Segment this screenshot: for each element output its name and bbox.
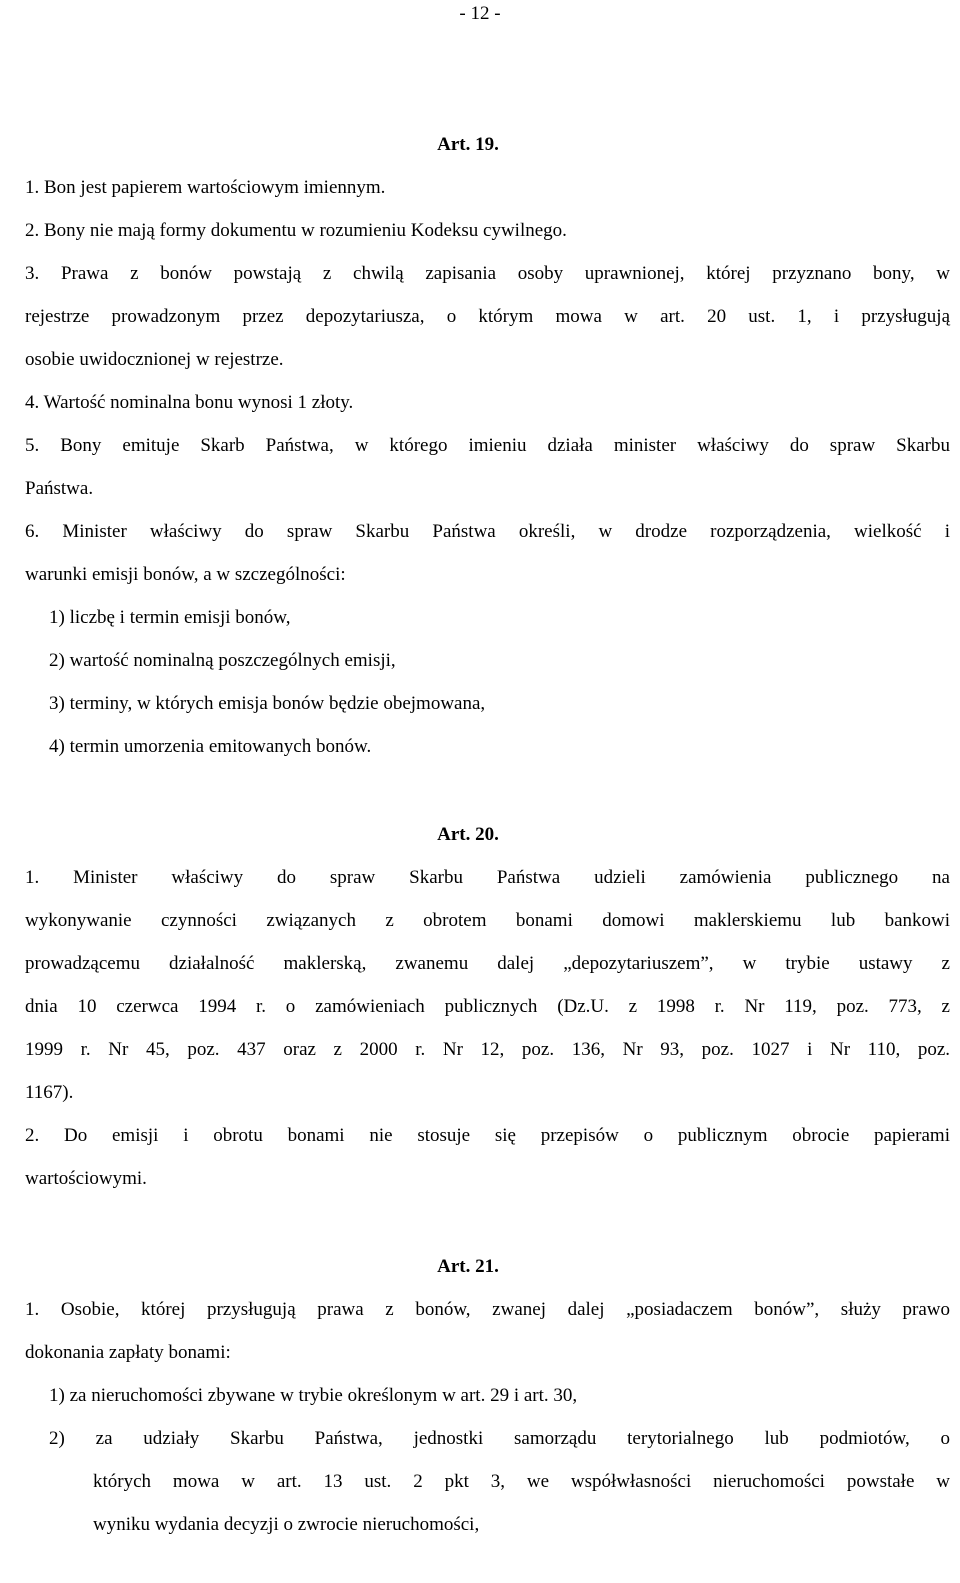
art20-paragraph-1-line-1: 1. Minister właściwy do spraw Skarbu Państwa udzieli zamówienia publicznego na <box>25 867 950 888</box>
art21-list-item-2-line-3: wyniku wydania decyzji o zwrocie nieruchomości, <box>93 1514 480 1535</box>
art20-paragraph-1-line-3: prowadzącemu działalność maklerską, zwanemu dalej „depozytariuszem”, w trybie ustawy z <box>25 953 950 974</box>
art21-paragraph-1-line-1: 1. Osobie, której przysługują prawa z bonów, zwanej dalej „posiadaczem bonów”, służy prawo <box>25 1299 950 1320</box>
art20-paragraph-1-line-6: 1167). <box>25 1082 74 1103</box>
art19-list-item-1: 1) liczbę i termin emisji bonów, <box>49 607 291 628</box>
art19-paragraph-3-line-1: 3. Prawa z bonów powstają z chwilą zapisania osoby uprawnionej, której przyznano bony, w <box>25 263 950 284</box>
art21-list-item-2-line-2: których mowa w art. 13 ust. 2 pkt 3, we współwłasności nieruchomości powstałe w <box>93 1471 950 1492</box>
article-heading-19: Art. 19. <box>437 134 499 155</box>
art19-list-item-4: 4) termin umorzenia emitowanych bonów. <box>49 736 372 757</box>
art19-paragraph-3-line-3: osobie uwidocznionej w rejestrze. <box>25 349 284 370</box>
page-number: - 12 - <box>459 3 501 24</box>
art20-paragraph-2-line-1: 2. Do emisji i obrotu bonami nie stosuje się przepisów o publicznym obrocie papierami <box>25 1125 950 1146</box>
art19-paragraph-6-line-1: 6. Minister właściwy do spraw Skarbu Państwa określi, w drodze rozporządzenia, wielkość i <box>25 521 950 542</box>
art20-paragraph-2-line-2: wartościowymi. <box>25 1168 147 1189</box>
art19-paragraph-3-line-2: rejestrze prowadzonym przez depozytariusza, o którym mowa w art. 20 ust. 1, i przysługują <box>25 306 950 327</box>
art19-paragraph-1: 1. Bon jest papierem wartościowym imiennym. <box>25 177 386 198</box>
art19-list-item-2: 2) wartość nominalną poszczególnych emisji, <box>49 650 396 671</box>
art20-paragraph-1-line-5: 1999 r. Nr 45, poz. 437 oraz z 2000 r. Nr 12, poz. 136, Nr 93, poz. 1027 i Nr 110, poz. <box>25 1039 950 1060</box>
art20-paragraph-1-line-4: dnia 10 czerwca 1994 r. o zamówieniach publicznych (Dz.U. z 1998 r. Nr 119, poz. 773, z <box>25 996 950 1017</box>
article-heading-20: Art. 20. <box>437 824 499 845</box>
art21-paragraph-1-line-2: dokonania zapłaty bonami: <box>25 1342 231 1363</box>
art19-paragraph-5-line-2: Państwa. <box>25 478 94 499</box>
art19-paragraph-6-line-2: warunki emisji bonów, a w szczególności: <box>25 564 346 585</box>
art21-list-item-1: 1) za nieruchomości zbywane w trybie określonym w art. 29 i art. 30, <box>49 1385 578 1406</box>
art19-paragraph-4: 4. Wartość nominalna bonu wynosi 1 złoty. <box>25 392 354 413</box>
art19-paragraph-2: 2. Bony nie mają formy dokumentu w rozumieniu Kodeksu cywilnego. <box>25 220 567 241</box>
art21-list-item-2-line-1: 2) za udziały Skarbu Państwa, jednostki samorządu terytorialnego lub podmiotów, o <box>49 1428 950 1449</box>
art19-paragraph-5-line-1: 5. Bony emituje Skarb Państwa, w którego imieniu działa minister właściwy do spraw Skarbu <box>25 435 950 456</box>
art19-list-item-3: 3) terminy, w których emisja bonów będzie obejmowana, <box>49 693 486 714</box>
art20-paragraph-1-line-2: wykonywanie czynności związanych z obrotem bonami domowi maklerskiemu lub bankowi <box>25 910 950 931</box>
article-heading-21: Art. 21. <box>437 1256 499 1277</box>
